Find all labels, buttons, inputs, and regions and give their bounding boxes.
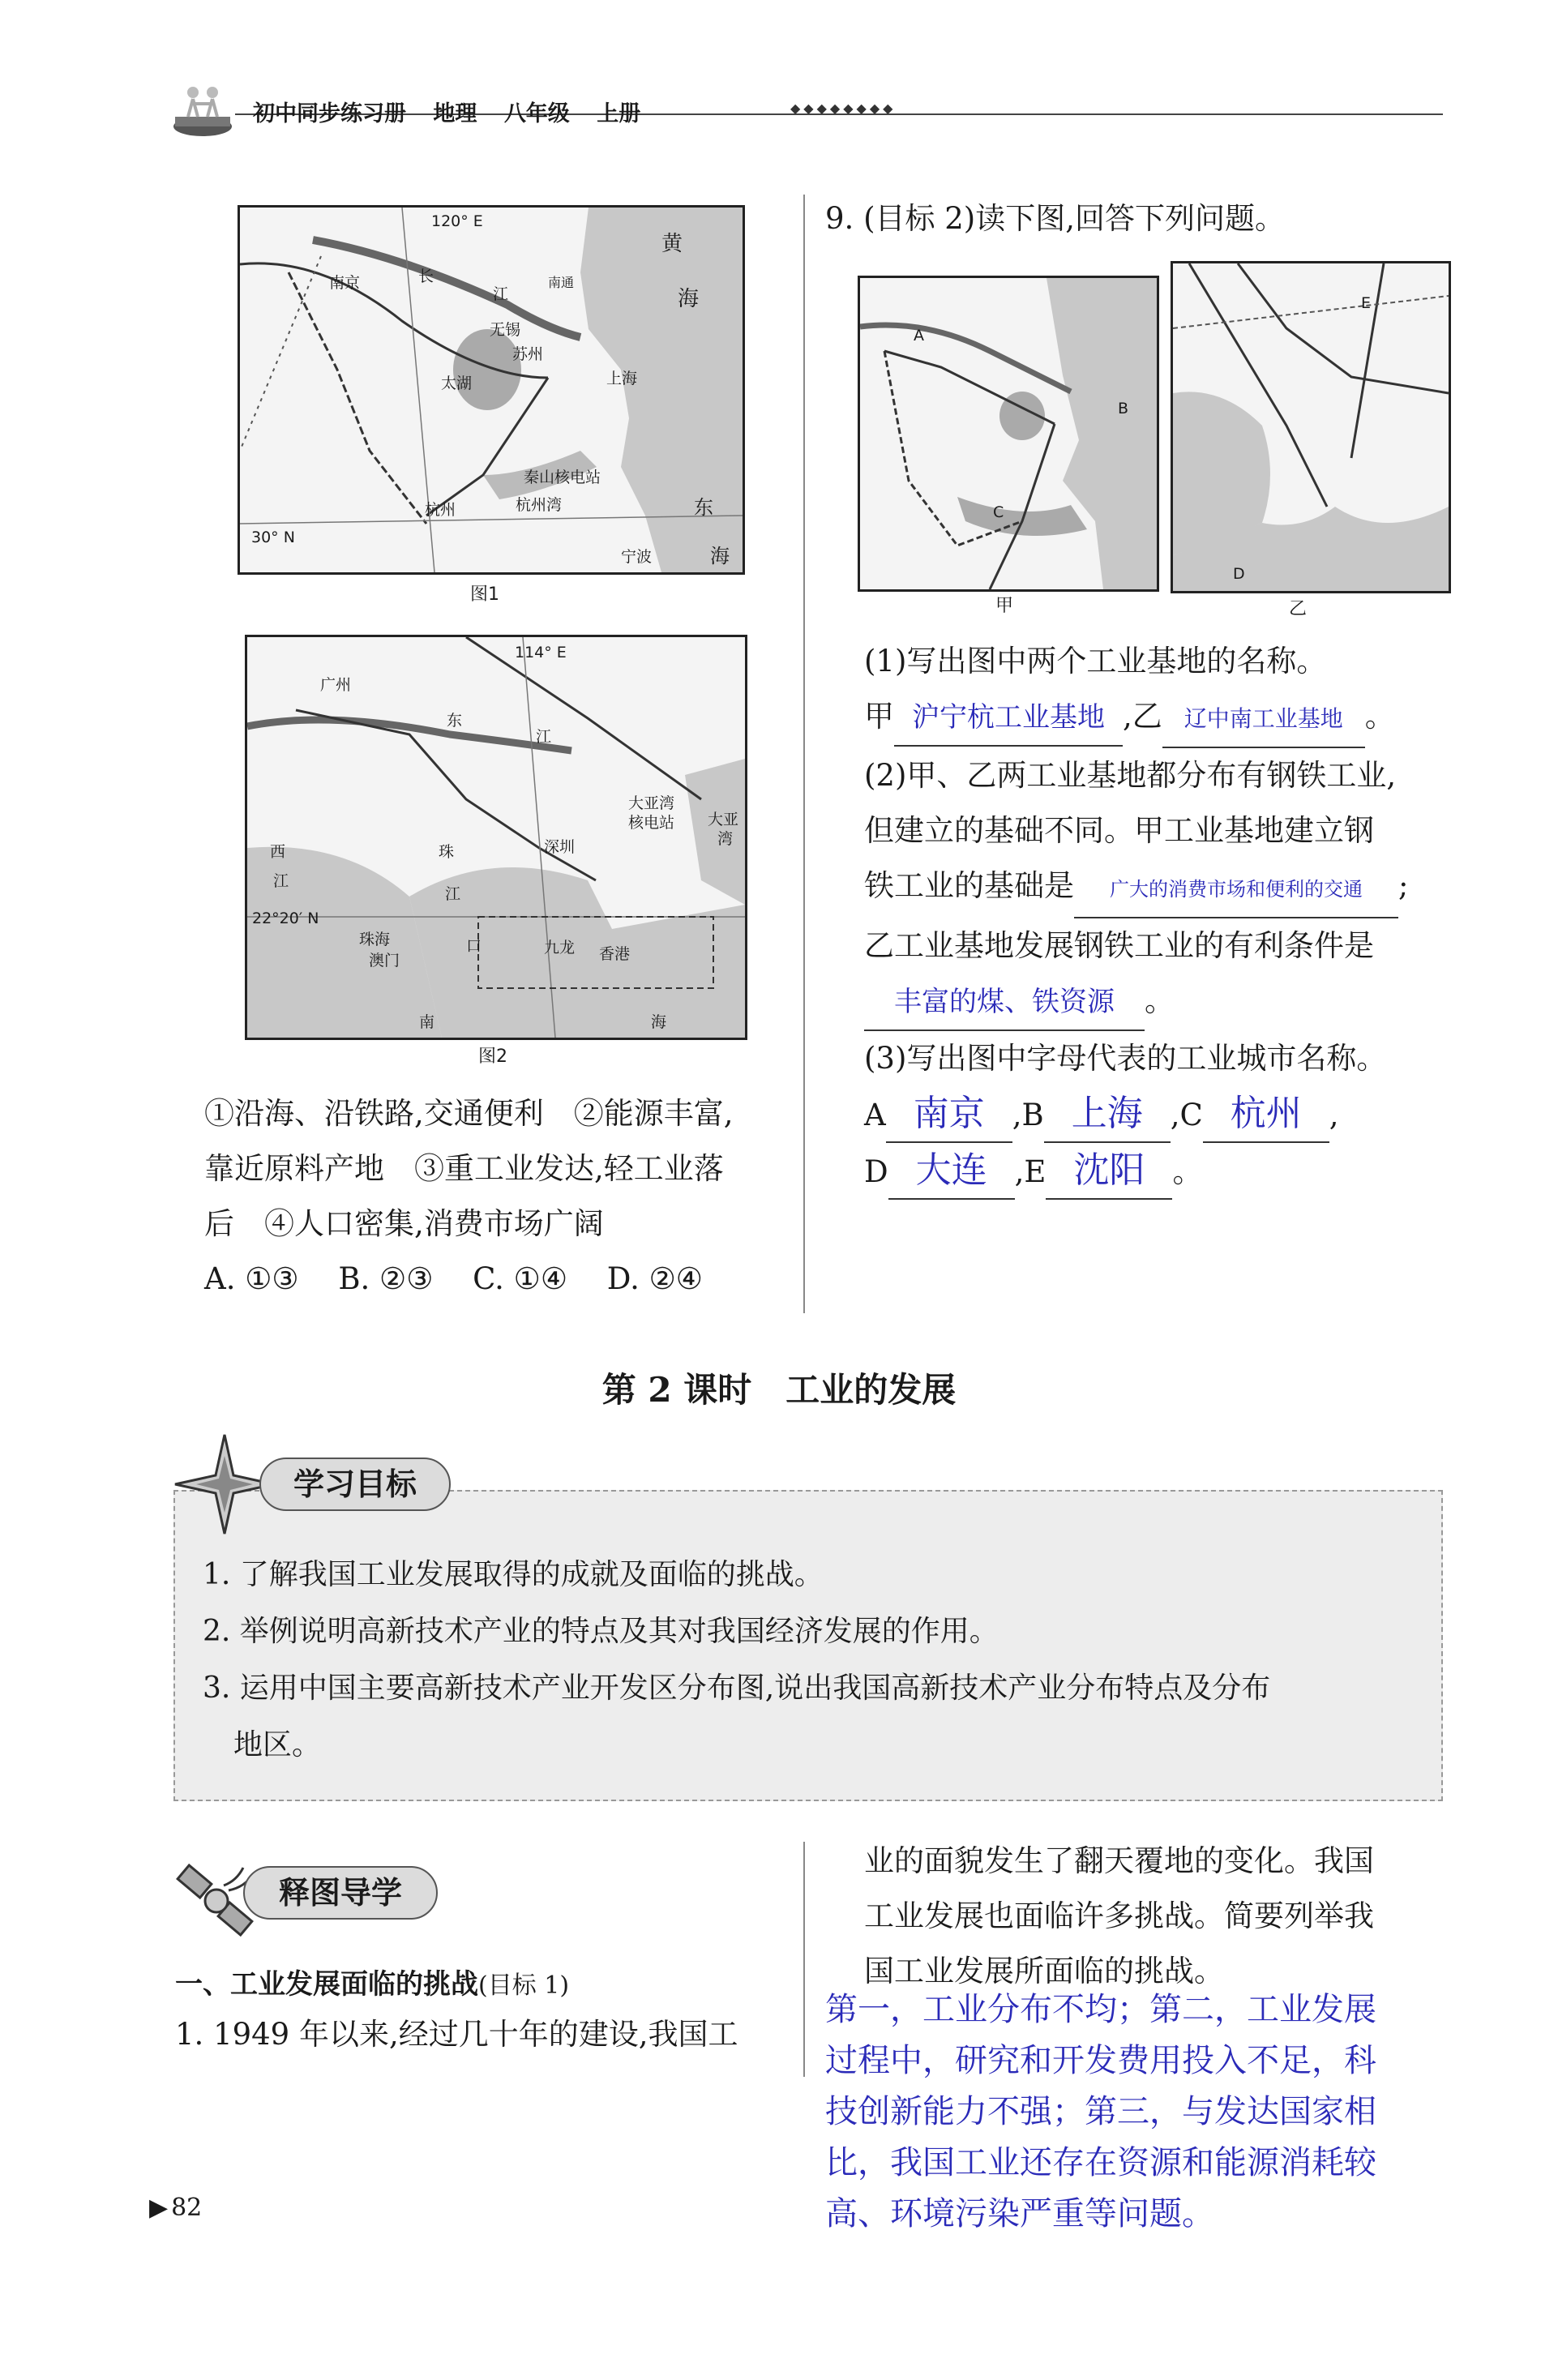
q9-p3: (3)写出图中字母代表的工业城市名称。: [864, 1041, 1387, 1076]
q9-B-label: ,B: [1012, 1098, 1044, 1132]
q9-E-label: ,E: [1014, 1154, 1047, 1189]
map2-shenzhen: 深圳: [544, 838, 576, 856]
q9-comma-end: ,: [1329, 1098, 1339, 1132]
map1-lon: 120° E: [431, 212, 483, 230]
map2-zhu: 珠: [439, 843, 455, 861]
map1-ningbo: 宁波: [621, 548, 653, 566]
map-figure-2: [245, 635, 747, 1040]
map2-jiang2: 江: [273, 872, 289, 890]
q8-options-line1: ①沿海、沿铁路,交通便利 ②能源丰富,: [204, 1096, 734, 1131]
map1-hangzhou: 杭州: [425, 501, 456, 519]
map2-aomen: 澳门: [369, 952, 400, 970]
goal-item-3: 3. 运用中国主要高新技术产业开发区分布图,说出我国高新技术产业分布特点及分布: [203, 1672, 1271, 1705]
guide-heading-text: 一、工业发展面临的挑战: [175, 1968, 478, 2001]
q9-p3-row2: [864, 1143, 1464, 1200]
map-yi-caption: 乙: [1289, 599, 1308, 619]
guide-answer: [825, 1984, 1457, 2240]
q9-A-answer: 南京: [886, 1086, 1012, 1143]
guide-right-line3: 国工业发展所面临的挑战。: [864, 1954, 1224, 1988]
q8-choices: A. ①③ B. ②③ C. ①④ D. ②④: [204, 1261, 703, 1296]
map2-caption: 图2: [478, 1047, 507, 1067]
map1-shanghai: 上海: [606, 370, 638, 387]
header-series-title: 初中同步练习册: [253, 101, 406, 126]
map-jia-C: C: [993, 503, 1004, 521]
q9-yi-label: ,乙: [1123, 699, 1162, 734]
guide-q1-line1: 1. 1949 年以来,经过几十年的建设,我国工: [175, 2017, 738, 2052]
map2-wan: 湾: [717, 830, 734, 848]
map-yi: [1171, 261, 1451, 593]
map-yi-D: D: [1233, 565, 1245, 583]
map2-dong: 东: [447, 712, 463, 730]
q9-p2-answer2: 丰富的煤、铁资源: [864, 974, 1145, 1031]
guide-section-heading: [175, 1962, 569, 2001]
goal-item-3-cont: 地区。: [233, 1728, 322, 1761]
map1-dong: 东: [694, 496, 713, 519]
q9-p2-period: 。: [1145, 983, 1175, 1018]
map1-jiang: 江: [493, 285, 509, 303]
map2-xianggang: 香港: [599, 945, 631, 963]
map2-dayawan: 大亚湾: [628, 794, 675, 812]
map1-suzhou: 苏州: [512, 345, 544, 363]
lesson-title: 第 2 课时 工业的发展: [601, 1370, 957, 1410]
footer-page-marker: [149, 2194, 202, 2222]
map2-nan: 南: [419, 1013, 435, 1031]
q8-options: [204, 1086, 788, 1307]
map2-hedian: 核电站: [628, 814, 675, 832]
q9-p1-period: 。: [1364, 699, 1395, 734]
q9-p2-answer1: 广大的消费市场和便利的交通: [1074, 862, 1398, 918]
map2-jiang: 江: [536, 728, 552, 746]
q8-options-line3: 后 ④人口密集,消费市场广阔: [204, 1206, 604, 1241]
map1-wuxi: 无锡: [490, 321, 521, 339]
q9-jia-label: 甲: [864, 699, 894, 734]
q9-yi-answer: 辽中南工业基地: [1162, 691, 1365, 748]
header-dots: ◆◆◆◆◆◆◆◆: [790, 101, 897, 116]
map-yi-E: E: [1361, 294, 1372, 312]
q9-D-label: D: [864, 1154, 888, 1189]
guide-right-line1: 业的面貌发生了翻天覆地的变化。我国: [864, 1843, 1374, 1878]
map2-zhuhai: 珠海: [359, 931, 391, 948]
map1-taihu: 太湖: [441, 375, 473, 392]
map1-hangzhouwan: 杭州湾: [516, 496, 563, 514]
guide-column-divider: [803, 1842, 805, 2077]
goal-item-1: 1. 了解我国工业发展取得的成就及面临的挑战。: [203, 1558, 824, 1591]
q9-p1-answers: [864, 689, 1464, 748]
map1-huang: 黄: [661, 232, 683, 256]
q9-p2-line3-row: [864, 858, 1464, 918]
map2-kou: 口: [466, 937, 482, 955]
map-figure-1: [238, 205, 745, 575]
map1-lat: 30° N: [251, 529, 295, 546]
guide-answer-line5: 高、环境污染严重等问题。: [825, 2195, 1214, 2232]
goal-item-2: 2. 举例说明高新技术产业的特点及其对我国经济发展的作用。: [203, 1615, 999, 1648]
q8-options-line2: 靠近原料产地 ③重工业发达,轻工业落: [204, 1151, 724, 1186]
q9-stem: 9. (目标 2)读下图,回答下列问题。: [825, 201, 1285, 236]
map2-xi: 西: [270, 843, 286, 861]
q9-p2-line4: 乙工业基地发展钢铁工业的有利条件是: [864, 928, 1374, 963]
guide-right-line2: 工业发展也面临许多挑战。简要列举我: [864, 1898, 1374, 1933]
q9-C-label: ,C: [1170, 1098, 1203, 1132]
map2-daya: 大亚: [708, 811, 739, 828]
q9-E-answer: 沈阳: [1046, 1143, 1172, 1200]
header-subject: 地理: [433, 101, 477, 126]
header-logo: [170, 75, 235, 139]
goals-title: 学习目标: [259, 1458, 451, 1511]
guide-answer-line1: 第一，工业分布不均；第二，工业发展: [825, 1991, 1376, 2028]
footer-arrow-icon: ▶: [149, 2194, 169, 2222]
map1-caption: 图1: [470, 584, 499, 605]
map1-chang: 长: [418, 268, 434, 285]
q9-B-answer: 上海: [1044, 1086, 1171, 1143]
map-jia-B: B: [1118, 400, 1129, 417]
map2-jiang3: 江: [445, 885, 461, 903]
map2-guangzhou: 广州: [320, 676, 352, 694]
column-divider: [803, 195, 805, 1313]
header-volume: 上册: [597, 101, 641, 126]
q9-p3-row1: [864, 1086, 1464, 1143]
guide-answer-line2: 过程中，研究和开发费用投入不足，科: [825, 2042, 1376, 2079]
q9-p2-line2: 但建立的基础不同。甲工业基地建立钢: [864, 813, 1374, 848]
map-jia-caption: 甲: [995, 596, 1014, 616]
q9-A-label: A: [864, 1098, 886, 1132]
q9-period3: 。: [1172, 1154, 1203, 1189]
guide-title: 释图导学: [243, 1866, 438, 1920]
map-jia-A: A: [914, 327, 924, 345]
map2-hai: 海: [651, 1013, 667, 1031]
guide-right-text: [864, 1834, 1464, 1999]
map2-lat: 22°20′ N: [252, 910, 319, 927]
header-series: [253, 96, 640, 127]
q9-jia-answer: 沪宁杭工业基地: [894, 690, 1123, 747]
map1-nantong: 南通: [548, 275, 575, 290]
map1-hai: 海: [678, 287, 700, 311]
map1-hai2: 海: [710, 545, 730, 567]
footer-page-number: 82: [171, 2194, 203, 2222]
map1-qinshan: 秦山核电站: [524, 469, 601, 486]
q9-p2-line1: (2)甲、乙两工业基地都分布有钢铁工业,: [864, 758, 1397, 793]
q9-body: [864, 634, 1464, 1200]
guide-heading-tag: (目标 1): [478, 1971, 570, 2000]
q9-p2-line3: 铁工业的基础是: [864, 868, 1074, 903]
guide-answer-line3: 技创新能力不强；第三，与发达国家相: [825, 2093, 1376, 2130]
goals-list: [203, 1547, 1419, 1774]
map2-jiulong: 九龙: [544, 939, 576, 957]
q9-D-answer: 大连: [888, 1143, 1015, 1200]
map2-lon: 114° E: [515, 644, 567, 661]
q9-C-answer: 杭州: [1203, 1086, 1329, 1143]
map1-nanjing: 南京: [329, 274, 361, 292]
q9-p2-answer2-row: [864, 974, 1464, 1031]
guide-answer-line4: 比，我国工业还存在资源和能源消耗较: [825, 2144, 1376, 2181]
q9-p1: (1)写出图中两个工业基地的名称。: [864, 644, 1327, 678]
map-jia: [858, 276, 1159, 592]
header-grade: 八年级: [503, 101, 570, 126]
q9-p2-semicolon: ;: [1398, 868, 1409, 903]
